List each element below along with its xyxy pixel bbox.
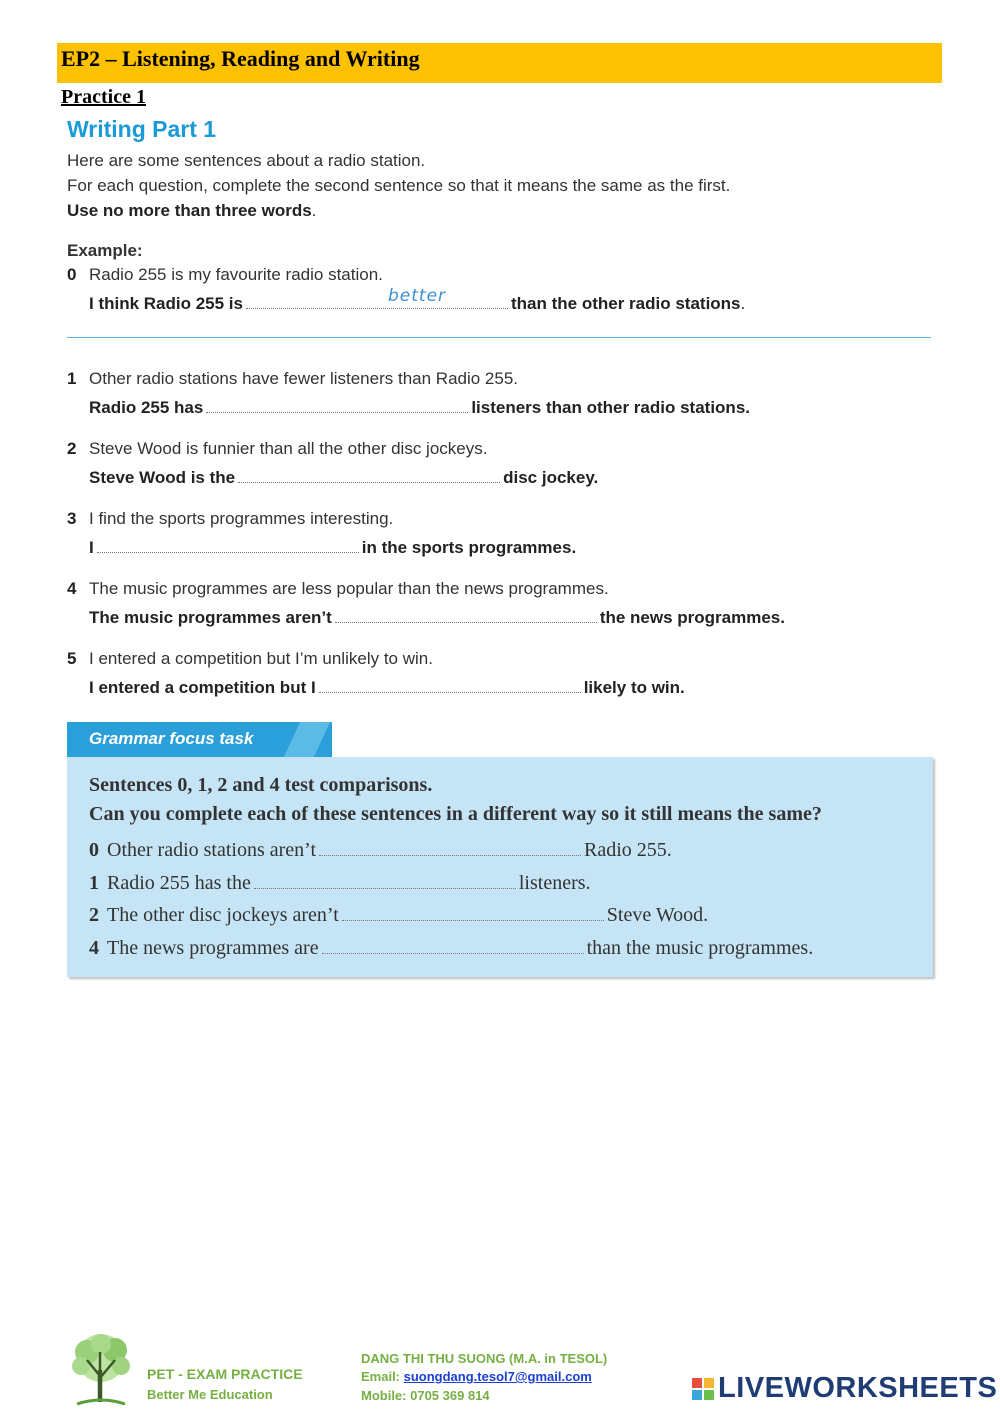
footer-author: DANG THI THU SUONG (M.A. in TESOL) [361,1351,608,1366]
grammar-item-number: 0 [89,839,99,861]
grammar-answer-blank-4[interactable] [322,939,584,954]
grammar-answer-blank-1[interactable] [254,874,516,889]
prompt-end: disc jockey. [503,468,599,487]
grammar-focus-tab-label: Grammar focus task [89,729,254,748]
example-answer: better [388,286,447,306]
tree-logo-icon [63,1330,139,1408]
grammar-item-number: 2 [89,904,99,926]
grammar-item-end: Steve Wood. [606,904,709,926]
grammar-answer-blank-0[interactable] [319,841,581,856]
instruction-line-2: For each question, complete the second sentence so that it means the same as the first. [67,176,731,195]
grammar-item-number: 4 [89,937,99,959]
instruction-bold: Use no more than three words [67,201,312,220]
liveworksheets-logo-icon [692,1378,714,1400]
footer-brand-line-2: Better Me Education [147,1387,273,1402]
question-sentence: The music programmes are less popular than the news programmes. [89,579,609,598]
grammar-item-end: Radio 255. [584,839,672,861]
question-sentence: Other radio stations have fewer listeners than Radio 255. [89,369,519,388]
grammar-item-2 [89,904,708,927]
example-answer-blank[interactable] [246,294,508,309]
footer-email-line [361,1369,592,1384]
grammar-item-end: listeners. [518,872,591,894]
grammar-item-number: 1 [89,872,99,894]
grammar-item-0 [89,839,672,862]
example-prompt-dot: . [740,294,746,313]
header-bar [57,43,942,83]
grammar-focus-tab [67,722,332,757]
grammar-answer-blank-2[interactable] [342,906,604,921]
example-prompt-end: than the other radio stations [511,294,741,313]
grammar-item-start: Radio 255 has the [107,872,251,894]
question-prompt [89,608,785,628]
prompt-start: I [89,538,94,557]
question-prompt [89,678,685,698]
instruction-line-3 [67,201,316,221]
prompt-end: the news programmes. [599,608,785,627]
header-title: EP2 – Listening, Reading and Writing [61,46,420,71]
question-sentence: I find the sports programmes interesting. [89,509,394,528]
grammar-focus-intro-2: Can you complete each of these sentences in a different way so it still means the same? [89,803,822,825]
example-prompt-start: I think Radio 255 is [89,294,243,313]
grammar-item-start: The other disc jockeys aren’t [107,904,339,926]
prompt-end: listeners than other radio stations. [471,398,750,417]
question-number: 1 [67,369,77,388]
answer-blank-4[interactable] [335,608,597,623]
grammar-item-1 [89,872,591,895]
footer-email-label: Email: [361,1369,404,1384]
prompt-start: I entered a competition but I [89,678,316,697]
grammar-focus-box [67,757,933,977]
instruction-period: . [311,201,317,220]
answer-blank-5[interactable] [319,678,581,693]
practice-title: Practice 1 [61,86,146,108]
question-prompt [89,398,750,418]
answer-blank-2[interactable] [238,468,500,483]
grammar-item-start: Other radio stations aren’t [107,839,317,861]
question-prompt [89,468,598,488]
question-sentence: I entered a competition but I’m unlikely to win. [89,649,433,668]
prompt-end: likely to win. [583,678,685,697]
grammar-item-start: The news programmes are [107,937,319,959]
question-number: 4 [67,579,77,598]
question-sentence: Steve Wood is funnier than all the other disc jockeys. [89,439,488,458]
instruction-line-1: Here are some sentences about a radio station. [67,151,426,170]
footer-email-link[interactable]: suongdang.tesol7@gmail.com [403,1369,592,1384]
section-divider [67,337,931,338]
grammar-item-4 [89,937,813,960]
grammar-focus-intro-1: Sentences 0, 1, 2 and 4 test comparisons. [89,774,433,796]
question-prompt [89,538,576,558]
question-number: 3 [67,509,77,528]
example-sentence: Radio 255 is my favourite radio station. [89,265,383,284]
grammar-item-end: than the music programmes. [586,937,814,959]
footer-brand-line-1: PET - EXAM PRACTICE [147,1366,303,1382]
example-number: 0 [67,265,77,284]
answer-blank-3[interactable] [97,538,359,553]
question-number: 2 [67,439,77,458]
answer-blank-1[interactable] [206,398,468,413]
question-number: 5 [67,649,77,668]
prompt-end: in the sports programmes. [361,538,577,557]
section-title: Writing Part 1 [67,116,217,142]
prompt-start: The music programmes aren’t [89,608,332,627]
footer-mobile: Mobile: 0705 369 814 [361,1388,490,1403]
prompt-start: Radio 255 has [89,398,204,417]
example-label: Example: [67,241,143,260]
liveworksheets-logo-text: LIVEWORKSHEETS [718,1372,998,1404]
prompt-start: Steve Wood is the [89,468,236,487]
